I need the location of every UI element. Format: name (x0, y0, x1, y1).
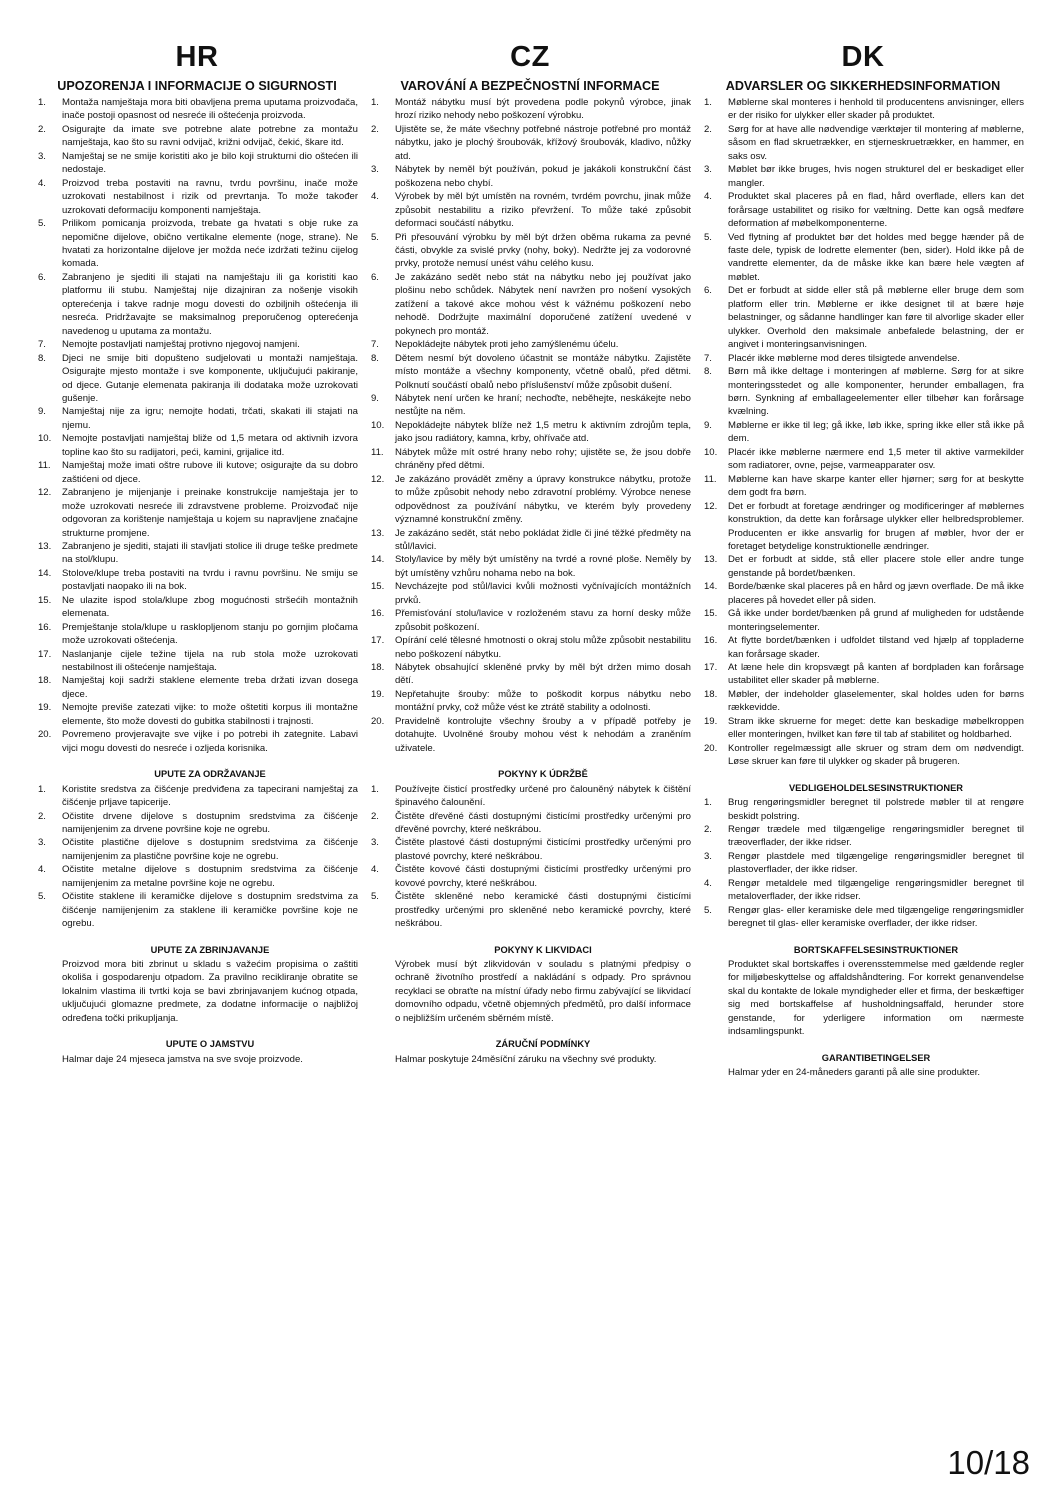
item-text: Brug rengøringsmidler beregnet til polstrede møbler til at rengøre beskidt polstring. (728, 797, 1024, 822)
safety-item (36, 701, 358, 728)
safety-item (369, 688, 691, 715)
item-number: 2. (704, 823, 712, 835)
item-text: Očistite staklene ili keramičke dijelove s dostupnim sredstvima za čišćenje namijenjenim za staklene ili keramičke površine koje ne ogrebu. (62, 891, 358, 930)
safety-item (369, 338, 691, 351)
safety-item (36, 177, 358, 217)
item-number: 1. (704, 797, 712, 809)
item-text: Montáž nábytku musí být provedena podle pokynů výrobce, jinak hrozí riziko nehody nebo poškození výrobku. (395, 97, 691, 122)
safety-item (369, 352, 691, 392)
safety-item (702, 190, 1024, 230)
item-text: Stolove/klupe treba postaviti na tvrdu i ravnu površinu. Ne smiju se postavljati naopako ili na bok. (62, 567, 358, 593)
column-dk (702, 40, 1024, 1080)
safety-item (369, 446, 691, 473)
item-number: 18. (38, 675, 52, 687)
item-text: Očistite drvene dijelove s dostupnim sredstvima za čišćenje namijenjenim za drvene površine koje ne ogrebu. (62, 810, 358, 835)
safety-item (702, 163, 1024, 190)
item-text: Nemojte postavljati namještaj protivno njegovoj namjeni. (62, 339, 300, 351)
safety-item (36, 271, 358, 338)
item-number: 3. (704, 164, 712, 176)
item-text: Placér ikke møblerne mod deres tilsigtede anvendelse. (728, 352, 960, 364)
maintenance-item (369, 783, 691, 810)
language-code: HR (175, 41, 219, 73)
item-number: 6. (371, 271, 379, 283)
safety-item (702, 231, 1024, 285)
safety-item (36, 150, 358, 177)
safety-item (702, 123, 1024, 163)
safety-item (36, 405, 358, 432)
maintenance-item (369, 810, 691, 837)
item-number: 5. (371, 891, 379, 903)
safety-item (702, 742, 1024, 769)
item-number: 10. (704, 446, 718, 458)
safety-item (36, 338, 358, 351)
safety-item (702, 284, 1024, 351)
item-text: Rengør plastdele med tilgængelige rengøringsmidler beregnet til plastoverflader, der ikke ridser. (728, 850, 1024, 876)
safety-item (36, 432, 358, 459)
safety-item (36, 728, 358, 755)
item-text: Prilikom pomicanja proizvoda, trebate ga hvatati s obje ruke za nepomične dijelove, obično vertikalne elemente (noge, strane). Ne hvatati za horizontalne dijelove jer možda neće izdržati težinu cijelog komada. (62, 218, 358, 270)
item-number: 8. (371, 352, 379, 364)
item-number: 17. (38, 648, 52, 660)
item-text: At flytte bordet/bænken i udfoldet tilstand ved hjælp af toppladerne kan forårsage skader. (728, 635, 1024, 660)
item-text: Møblerne er ikke til leg; gå ikke, løb ikke, spring ikke eller stå ikke på dem. (728, 419, 1024, 445)
item-text: Očistite metalne dijelove s dostupnim sredstvima za čišćenje namijenjenim za metalne površine koje ne ogrebu. (62, 864, 358, 889)
item-text: Det er forbudt at sidde, stå eller placere stole eller andre tunge genstande på bordet/bænken. (728, 554, 1024, 579)
item-number: 9. (38, 406, 46, 418)
safety-item (369, 419, 691, 446)
item-text: Čistěte skleněné nebo keramické části dostupnými čisticími prostředky určenými pro skleněné nebo keramické povrchy, které neškrábou. (395, 891, 691, 930)
maintenance-item (369, 890, 691, 930)
item-number: 18. (704, 688, 718, 700)
item-number: 20. (38, 729, 52, 741)
item-number: 14. (704, 581, 718, 593)
item-number: 2. (371, 123, 379, 135)
safety-item (702, 607, 1024, 634)
safety-item (36, 459, 358, 486)
safety-item (702, 500, 1024, 554)
item-text: Borde/bænke skal placeres på en hård og jævn overflade. De må ikke placeres på hovedet eller på siden. (728, 581, 1024, 606)
safety-item (702, 661, 1024, 688)
warranty-title: GARANTIBETINGELSER (821, 1052, 931, 1063)
item-text: Zabranjeno je sjediti, stajati ili stavljati stolice ili druge teške predmete na stol/klupu. (62, 540, 358, 566)
maintenance-title: VEDLIGEHOLDELSESINSTRUKTIONER (788, 782, 964, 793)
item-number: 1. (38, 97, 46, 108)
item-text: Børn må ikke deltage i monteringen af møblerne. Sørg for at sikre monteringsstedet og alle komponenter, herunder emballagen, fra børn. Synkning af emballageelementer eller tilbehør kan forårsage kvælning. (728, 366, 1024, 418)
item-text: Dětem nesmí být dovoleno účastnit se montáže nábytku. Zajistěte místo montáže a všechny komponenty, včetně obalů, před dětmi. Polknutí součástí obalů nebo příslušenství může způsobit dušení. (395, 352, 691, 391)
safety-item (36, 540, 358, 567)
maintenance-item (702, 850, 1024, 877)
item-number: 14. (371, 554, 385, 566)
maintenance-item (702, 904, 1024, 931)
item-number: 4. (704, 877, 712, 889)
disposal-title: UPUTE ZA ZBRINJAVANJE (150, 944, 270, 955)
item-text: Koristite sredstva za čišćenje predviđena za tapecirani namještaj za čišćenje prljave tapicerije. (62, 783, 358, 809)
language-code: DK (841, 41, 885, 73)
item-number: 10. (38, 433, 52, 445)
language-code: CZ (510, 41, 550, 73)
warranty-text: Halmar yder en 24-måneders garanti på alle sine produkter. (728, 1067, 981, 1079)
item-number: 5. (371, 231, 379, 243)
item-number: 16. (704, 635, 718, 647)
item-text: Premještanje stola/klupe u rasklopljenom stanju po gornjim pločama može uzrokovati oštećenja. (62, 621, 358, 647)
item-number: 12. (38, 487, 52, 499)
disposal-text: Produktet skal bortskaffes i overensstemmelse med gældende regler for miljøbeskyttelse og affaldshåndtering. For korrekt genanvendelse skal du kontakte de lokale myndigheder eller et firma, der beskæftiger sig med bortskaffelse af husholdningsaffald, herunder store genstande, for yderligere information om nærmeste indsamlingspunkt. (728, 959, 1024, 1038)
safety-item (369, 634, 691, 661)
item-text: Stoly/lavice by měly být umístěny na tvrdé a rovné ploše. Neměly by být umístěny vzhůru nohama nebo na bok. (395, 554, 691, 579)
item-text: Povremeno provjeravajte sve vijke i po potrebi ih zategnite. Labavi vijci mogu dovesti do nesreće i ozljeda korisnika. (62, 729, 358, 754)
item-number: 7. (704, 352, 712, 364)
item-text: Namještaj može imati oštre rubove ili kutove; osigurajte da su dobro zaštićeni od djece. (62, 460, 358, 485)
item-number: 9. (371, 392, 379, 404)
item-number: 6. (38, 271, 46, 283)
item-text: Pravidelně kontrolujte všechny šrouby a v případě potřeby je dotahujte. Uvolněné šrouby mohou vést k nehodám a zraněním uživatele. (395, 715, 691, 754)
maintenance-item (702, 823, 1024, 850)
safety-item (369, 473, 691, 527)
item-text: Je zakázáno sedět, stát nebo pokládat židle či jiné těžké předměty na stůl/lavici. (395, 527, 691, 552)
warranty-text: Halmar poskytuje 24měsíční záruku na všechny své produkty. (395, 1053, 657, 1065)
safety-item (369, 527, 691, 554)
warranty-title: ZÁRUČNÍ PODMÍNKY (495, 1039, 591, 1050)
item-text: Namještaj nije za igru; nemojte hodati, trčati, skakati ili stajati na njemu. (62, 406, 358, 431)
item-text: Nemojte previše zatezati vijke: to može oštetiti korpus ili montažne elemente, što može dovesti do gubitka stabilnosti i trajnosti. (62, 702, 358, 727)
safety-item (702, 634, 1024, 661)
item-number: 8. (38, 352, 46, 364)
item-number: 20. (704, 742, 718, 754)
safety-title: VAROVÁNÍ A BEZPEČNOSTNÍ INFORMACE (400, 79, 660, 93)
item-number: 18. (371, 662, 385, 674)
maintenance-list (36, 783, 358, 931)
safety-list (369, 96, 691, 755)
item-number: 4. (371, 191, 379, 203)
item-text: Je zakázáno sedět nebo stát na nábytku nebo jej používat jako plošinu nebo schůdek. Nábytek není navržen pro nošení vysokých zatížení a takové akce mohou vést k vážnému poškození nebo nehodě. Dodržujte maximální doporučené zatížení uvedené v pokynech pro montáž. (395, 271, 691, 337)
item-number: 8. (704, 366, 712, 378)
item-number: 15. (38, 594, 52, 606)
item-number: 2. (38, 123, 46, 135)
item-text: Opírání celé tělesné hmotnosti o okraj stolu může způsobit nestabilitu nebo poškození nábytku. (395, 635, 691, 660)
item-text: Čistěte plastové části dostupnými čisticími prostředky určenými pro plastové povrchy, které neškrábou. (395, 837, 691, 862)
safety-item (36, 96, 358, 123)
item-number: 3. (38, 837, 46, 849)
item-number: 13. (704, 554, 718, 566)
item-text: Møblet bør ikke bruges, hvis nogen strukturel del er beskadiget eller mangler. (728, 164, 1024, 189)
item-text: At læne hele din kropsvægt på kanten af bordpladen kan forårsage ustabilitet eller skader på møblerne. (728, 662, 1024, 687)
item-text: Je zakázáno provádět změny a úpravy konstrukce nábytku, protože to může způsobit nehody nebo zdravotní problémy. Výrobce nenese odpovědnost za používání nábytku, ve kterém byly provedeny významné konstrukční změny. (395, 473, 691, 526)
item-number: 14. (38, 567, 52, 579)
item-number: 12. (704, 500, 718, 512)
safety-item (369, 607, 691, 634)
item-text: Nábytek může mít ostré hrany nebo rohy; ujistěte se, že jsou dobře chráněny před dětmi. (395, 446, 691, 472)
column-hr (36, 40, 358, 1066)
disposal-title: BORTSKAFFELSESINSTRUKTIONER (793, 944, 959, 955)
item-number: 11. (371, 446, 384, 458)
safety-item (702, 365, 1024, 419)
safety-item (702, 96, 1024, 123)
item-number: 4. (38, 864, 46, 876)
disposal-text: Proizvod mora biti zbrinut u skladu s važećim propisima o zaštiti okoliša i gospodarenju otpadom. Za pravilno recikliranje obratite se lokalnim vlastima ili tvrtki koja se bavi zbrinjavanjem kućnog otpada, uključujući glomazne predmete, za dodatne informacije o najbližoj određena točki prikupljanja. (62, 959, 358, 1024)
item-number: 4. (371, 864, 379, 876)
safety-item (36, 648, 358, 675)
safety-item (36, 674, 358, 701)
item-text: Placér ikke møblerne nærmere end 1,5 meter til aktive varmekilder som radiatorer, ovne, pejse, varmeapparater osv. (728, 446, 1024, 472)
maintenance-list (702, 796, 1024, 931)
safety-item (36, 352, 358, 406)
maintenance-item (702, 877, 1024, 904)
warranty-text: Halmar daje 24 mjeseca jamstva na sve svoje proizvode. (62, 1053, 303, 1065)
safety-item (36, 486, 358, 540)
item-number: 1. (38, 783, 46, 795)
item-number: 3. (371, 164, 379, 176)
item-text: Stram ikke skruerne for meget: dette kan beskadige møbelkroppen eller monteringen, hvilket kan føre til tab af stabilitet og holdbarhed. (728, 715, 1024, 741)
item-number: 1. (371, 783, 379, 795)
item-number: 16. (38, 621, 52, 633)
item-text: Čistěte kovové části dostupnými čisticími prostředky určenými pro kovové povrchy, které neškrábou. (395, 864, 691, 889)
item-number: 5. (38, 891, 46, 903)
safety-item (702, 352, 1024, 365)
safety-item (369, 271, 691, 338)
item-text: Proizvod treba postaviti na ravnu, tvrdu površinu, inače može uzrokovati nestabilnost i rizik od prevrtanja. To može također uzrokovati deformaciju komponenti namještaja. (62, 177, 358, 216)
item-text: Sørg for at have alle nødvendige værktøjer til montering af møblerne, såsom en flad skruetrækker, en stjerneskruetrækker, en hammer, en saks osv. (728, 123, 1024, 162)
item-number: 19. (704, 715, 718, 727)
item-number: 16. (371, 608, 385, 620)
item-number: 15. (704, 608, 718, 620)
item-text: Produktet skal placeres på en flad, hård overflade, ellers kan det forårsage ustabilitet og risiko for væltning. Dette kan også medføre deformation af møbelkomponenterne. (728, 191, 1024, 230)
item-text: Nepokládejte nábytek proti jeho zamýšlenému účelu. (395, 339, 619, 351)
item-number: 7. (371, 339, 379, 351)
item-number: 10. (371, 419, 385, 431)
maintenance-item (369, 863, 691, 890)
safety-title: ADVARSLER OG SIKKERHEDSINFORMATION (725, 79, 1001, 93)
column-cz (369, 40, 691, 1066)
item-text: Montaža namještaja mora biti obavljena prema uputama proizvođača, inače postoji opasnost od nesreće ili oštećenja proizvoda. (62, 97, 358, 122)
item-text: Ne ulazite ispod stola/klupe zbog mogućnosti stršećih montažnih elemenata. (62, 594, 358, 620)
item-number: 3. (38, 150, 46, 162)
warranty-title: UPUTE O JAMSTVU (165, 1039, 255, 1050)
item-text: Nepřetahujte šrouby: může to poškodit korpus nábytku nebo montážní prvky, což může vést ke ztrátě stability a odolnosti. (395, 688, 691, 714)
maintenance-item (36, 810, 358, 837)
item-number: 3. (371, 837, 379, 849)
maintenance-list (369, 783, 691, 931)
item-text: Osigurajte da imate sve potrebne alate potrebne za montažu namještaja, kao što su ravni odvijač, križni odvijač, čekić, škare itd. (62, 123, 358, 149)
safety-title: UPOZORENJA I INFORMACIJE O SIGURNOSTI (57, 79, 337, 93)
maintenance-item (36, 890, 358, 930)
disposal-title: POKYNY K LIKVIDACI (494, 944, 592, 955)
item-number: 6. (704, 285, 712, 297)
item-text: Gå ikke under bordet/bænken på grund af muligheden for udstående monteringselementer. (728, 608, 1024, 633)
item-number: 1. (371, 97, 379, 108)
item-number: 1. (704, 97, 712, 108)
item-number: 5. (38, 218, 46, 230)
safety-item (702, 715, 1024, 742)
safety-item (702, 419, 1024, 446)
safety-item (36, 621, 358, 648)
item-text: Zabranjeno je mijenjanje i preinake konstrukcije namještaja jer to može uzrokovati nesreće ili zdravstvene probleme. Proizvođač nije odgovoran za korištenje namještaja u kojem su napravljene značajne strukturne promjene. (62, 487, 358, 539)
item-number: 3. (704, 850, 712, 862)
maintenance-item (36, 783, 358, 810)
item-text: Přemisťování stolu/lavice v rozloženém stavu za horní desky může způsobit poškození. (395, 608, 691, 633)
item-number: 5. (704, 231, 712, 243)
safety-item (36, 594, 358, 621)
item-number: 19. (38, 702, 52, 714)
item-text: Ved flytning af produktet bør det holdes med begge hænder på de faste dele, typisk de lodrette elementer (ben, sider). Hold ikke på de vandrette elementer, da de måske ikke kan bære hele vægten af møblet. (728, 231, 1024, 283)
maintenance-item (36, 863, 358, 890)
item-text: Očistite plastične dijelove s dostupnim sredstvima za čišćenje namijenjenim za plastične površine koje ne ogrebu. (62, 837, 358, 862)
item-text: Djeci ne smije biti dopušteno sudjelovati u montaži namještaja. Osigurajte mjesto montaže i sve komponente, uključujući pakiranje, od djece. Gutanje elemenata pakiranja ili dodataka može uzrokovati gušenje. (62, 352, 358, 404)
safety-item (702, 553, 1024, 580)
item-text: Det er forbudt at sidde eller stå på møblerne eller bruge dem som platform eller trin. Møblerne er ikke designet til at bære høje belastninger, og sådanne handlinger kan føre til alvorlige skader eller ulykker. Overhold den maksimale anbefalede belastning, der er angivet i monteringsanvisningen. (728, 285, 1024, 351)
item-text: Naslanjanje cijele težine tijela na rub stola može uzrokovati nestabilnost ili oštećenje namještaja. (62, 648, 358, 674)
item-text: Det er forbudt at foretage ændringer og modificeringer af møblernes konstruktion, da dette kan forårsage ulykker eller helbredsproblemer. Producenten er ikke ansvarlig for brugen af møbler, hvor der er foretaget betydelige konstruktionelle ændringer. (728, 500, 1024, 552)
safety-item (36, 567, 358, 594)
safety-item (369, 553, 691, 580)
page-number: 10/18 (947, 1444, 1030, 1481)
item-number: 2. (371, 810, 379, 822)
safety-item (702, 580, 1024, 607)
safety-item (369, 661, 691, 688)
item-text: Nábytek by neměl být používán, pokud je jakákoli konstrukční část poškozena nebo chybí. (395, 164, 691, 189)
item-text: Nemojte postavljati namještaj bliže od 1,5 metara od aktivnih izvora topline kao što su radijatori, peći, kamini, grijalice itd. (62, 433, 358, 458)
safety-item (369, 163, 691, 190)
maintenance-title: POKYNY K ÚDRŽBĚ (498, 769, 588, 780)
disposal-text: Výrobek musí být zlikvidován v souladu s platnými předpisy o ochraně životního prostředí a nakládání s odpady. Pro správnou recyklaci se obraťte na místní úřady nebo firmu zabývající se likvidací domovního odpadu, včetně objemných předmětů, pro další informace o nejbližším určeném sběrném místě. (395, 959, 691, 1024)
item-number: 7. (38, 339, 46, 351)
item-number: 13. (371, 527, 385, 539)
item-text: Rengør glas- eller keramiske dele med tilgængelige rengøringsmidler beregnet til glas- eller keramiske overflader, der ikke ridser. (728, 904, 1024, 930)
safety-list (36, 96, 358, 755)
maintenance-title: UPUTE ZA ODRŽAVANJE (154, 769, 266, 780)
item-text: Nevcházejte pod stůl/lavici kvůli možnosti vyčnívajících montážních prvků. (395, 581, 691, 606)
item-number: 11. (38, 460, 51, 472)
item-number: 19. (371, 688, 385, 700)
item-text: Møblerne skal monteres i henhold til producentens anvisninger, ellers er der risiko for ulykker eller skader på produktet. (728, 97, 1024, 122)
item-text: Při přesouvání výrobku by měl být držen oběma rukama za pevné části, obvykle za svislé prvky (nohy, boky). Nedržte jej za vodorovné prvky, protože nemusí unést váhu celého kusu. (395, 231, 691, 270)
safety-item (702, 688, 1024, 715)
safety-item (369, 96, 691, 123)
item-text: Namještaj se ne smije koristiti ako je bilo koji strukturni dio oštećen ili nedostaje. (62, 150, 358, 176)
safety-item (36, 123, 358, 150)
item-number: 11. (704, 473, 717, 485)
item-number: 20. (371, 715, 385, 727)
safety-item (702, 473, 1024, 500)
safety-item (369, 580, 691, 607)
maintenance-item (369, 836, 691, 863)
item-number: 5. (704, 904, 712, 916)
item-text: Nábytek obsahující skleněné prvky by měl být držen mimo dosah dětí. (395, 662, 691, 687)
item-number: 17. (371, 635, 385, 647)
item-text: Ujistěte se, že máte všechny potřebné nástroje potřebné pro montáž nábytku, jako je plochý šroubovák, křížový šroubovák, kladivo, nůžky atd. (395, 123, 691, 162)
maintenance-item (702, 796, 1024, 823)
item-text: Møbler, der indeholder glaselementer, skal holdes uden for børns rækkevidde. (728, 688, 1024, 714)
safety-item (369, 392, 691, 419)
item-number: 2. (38, 810, 46, 822)
item-number: 12. (371, 473, 385, 485)
item-number: 4. (704, 191, 712, 203)
item-text: Zabranjeno je sjediti ili stajati na namještaju ili ga koristiti kao platformu ili stubu. Namještaj nije dizajniran za nošenje visokih opterećenja i takve radnje mogu dovesti do ozbiljnih oštećenja ili nesreća. Pridržavajte se maksimalnog preporučenog opterećenja navedenog u uputama za montažu. (62, 271, 358, 337)
item-number: 13. (38, 540, 52, 552)
item-number: 9. (704, 419, 712, 431)
safety-item (369, 190, 691, 230)
item-text: Rengør metaldele med tilgængelige rengøringsmidler beregnet til metaloverflader, der ikke ridser. (728, 877, 1024, 903)
safety-item (369, 715, 691, 755)
safety-item (702, 446, 1024, 473)
item-text: Møblerne kan have skarpe kanter eller hjørner; sørg for at beskytte dem godt fra børn. (728, 473, 1024, 499)
item-number: 15. (371, 581, 385, 593)
safety-list (702, 96, 1024, 769)
safety-item (369, 231, 691, 271)
safety-item (36, 217, 358, 271)
item-text: Rengør trædele med tilgængelige rengøringsmidler beregnet til træoverflader, der ikke ridser. (728, 823, 1024, 849)
item-text: Čistěte dřevěné části dostupnými čisticími prostředky určenými pro dřevěné povrchy, které neškrábou. (395, 810, 691, 835)
item-text: Kontroller regelmæssigt alle skruer og stram dem om nødvendigt. Løse skruer kan føre til ulykker og skader på brugeren. (728, 742, 1024, 768)
item-number: 4. (38, 177, 46, 189)
item-text: Nábytek není určen ke hraní; nechoďte, neběhejte, neskákejte nebo nestůjte na něm. (395, 392, 691, 418)
safety-item (369, 123, 691, 163)
maintenance-item (36, 836, 358, 863)
item-text: Výrobek by měl být umístěn na rovném, tvrdém povrchu, jinak může způsobit nestabilitu a riziko převržení. To může také způsobit deformaci součástí nábytku. (395, 191, 691, 230)
item-text: Namještaj koji sadrži staklene elemente treba držati izvan dosega djece. (62, 675, 358, 700)
item-number: 17. (704, 662, 718, 674)
item-text: Nepokládejte nábytek blíže než 1,5 metru k aktivním zdrojům tepla, jako jsou radiátory, kamna, krby, ohřívače atd. (395, 419, 691, 445)
item-text: Používejte čisticí prostředky určené pro čalouněný nábytek k čištění špinavého čalounění. (395, 783, 691, 809)
item-number: 2. (704, 123, 712, 135)
